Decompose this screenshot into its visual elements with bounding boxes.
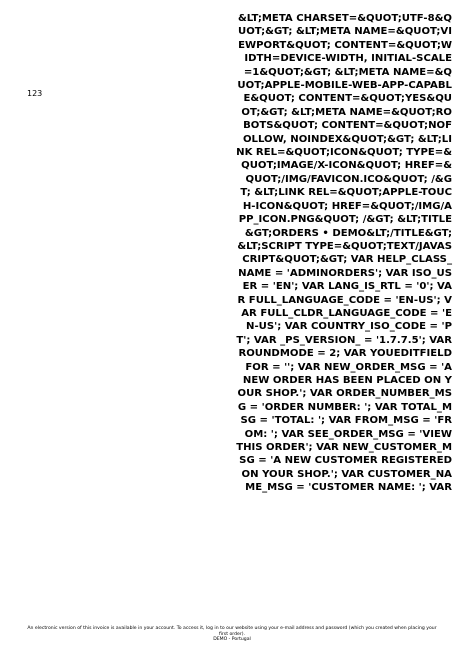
page-number: 123 — [27, 89, 43, 98]
footer-note — [22, 626, 442, 643]
footer-line-first-order: first order). — [219, 631, 245, 637]
header-text-block: &LT;META CHARSET=&QUOT;UTF-8&QUOT;&GT; &LT;META NAME=&QUOT;VIEWPORT&QUOT; CONTENT=&QUOT;WIDTH=DEVICE-WIDTH, INITIAL-SCALE=1&QUOT;&GT; &LT;META NAME=&QUOT;APPLE-MOBILE-WEB-APP-CAPABLE&QUOT; CONTENT=&QUOT;YES&QUOT;&GT; &LT;META NAME=&QUOT;ROBOTS&QUOT; CONTENT=&QUOT;NOFOLLOW, NOINDEX&QUOT;&GT; &LT;LINK REL=&QUOT;ICON&QUOT; TYPE=&QUOT;IMAGE/X-ICON&QUOT; HREF=&QUOT;/IMG/FAVICON.ICO&QUOT; /&GT; &LT;LINK REL=&QUOT;APPLE-TOUCH-ICON&QUOT; HREF=&QUOT;/IMG/APP_ICON.PNG&QUOT; /&GT; &LT;TITLE&GT;ORDERS • DEMO&LT;/TITLE&GT; &LT;SCRIPT TYPE=&QUOT;TEXT/JAVASCRIPT&QUOT;&GT; VAR HELP_CLASS_NAME = 'ADMINORDERS'; VAR ISO_USER = 'EN'; VAR LANG_IS_RTL = '0'; VAR FULL_LANGUAGE_CODE = 'EN-US'; VAR FULL_CLDR_LANGUAGE_CODE = 'EN-US'; VAR COUNTRY_ISO_CODE = 'PT'; VAR _PS_VERSION_ = '1.7.7.5'; VAR ROUNDMODE = 2; VAR YOUEDITFIELDFOR = ''; VAR NEW_ORDER_MSG = 'A NEW ORDER HAS BEEN PLACED ON YOUR SHOP.'; VAR ORDER_NUMBER_MSG = 'ORDER NUMBER: '; VAR TOTAL_MSG = 'TOTAL: '; VAR FROM_MSG = 'FROM: '; VAR SEE_ORDER_MSG = 'VIEW THIS ORDER'; VAR NEW_CUSTOMER_MSG = 'A NEW CUSTOMER REGISTERED ON YOUR SHOP.'; VAR CUSTOMER_NAME_MSG = 'CUSTOMER NAME: '; VAR — [236, 13, 452, 494]
footer-line-shop-name: DEMO - Portugal — [213, 637, 251, 643]
footer-line-account-notice: An electronic version of this invoice is available in your account. To access it, log in to our website using your e-mail address and password (which you created when placing your — [27, 626, 437, 631]
